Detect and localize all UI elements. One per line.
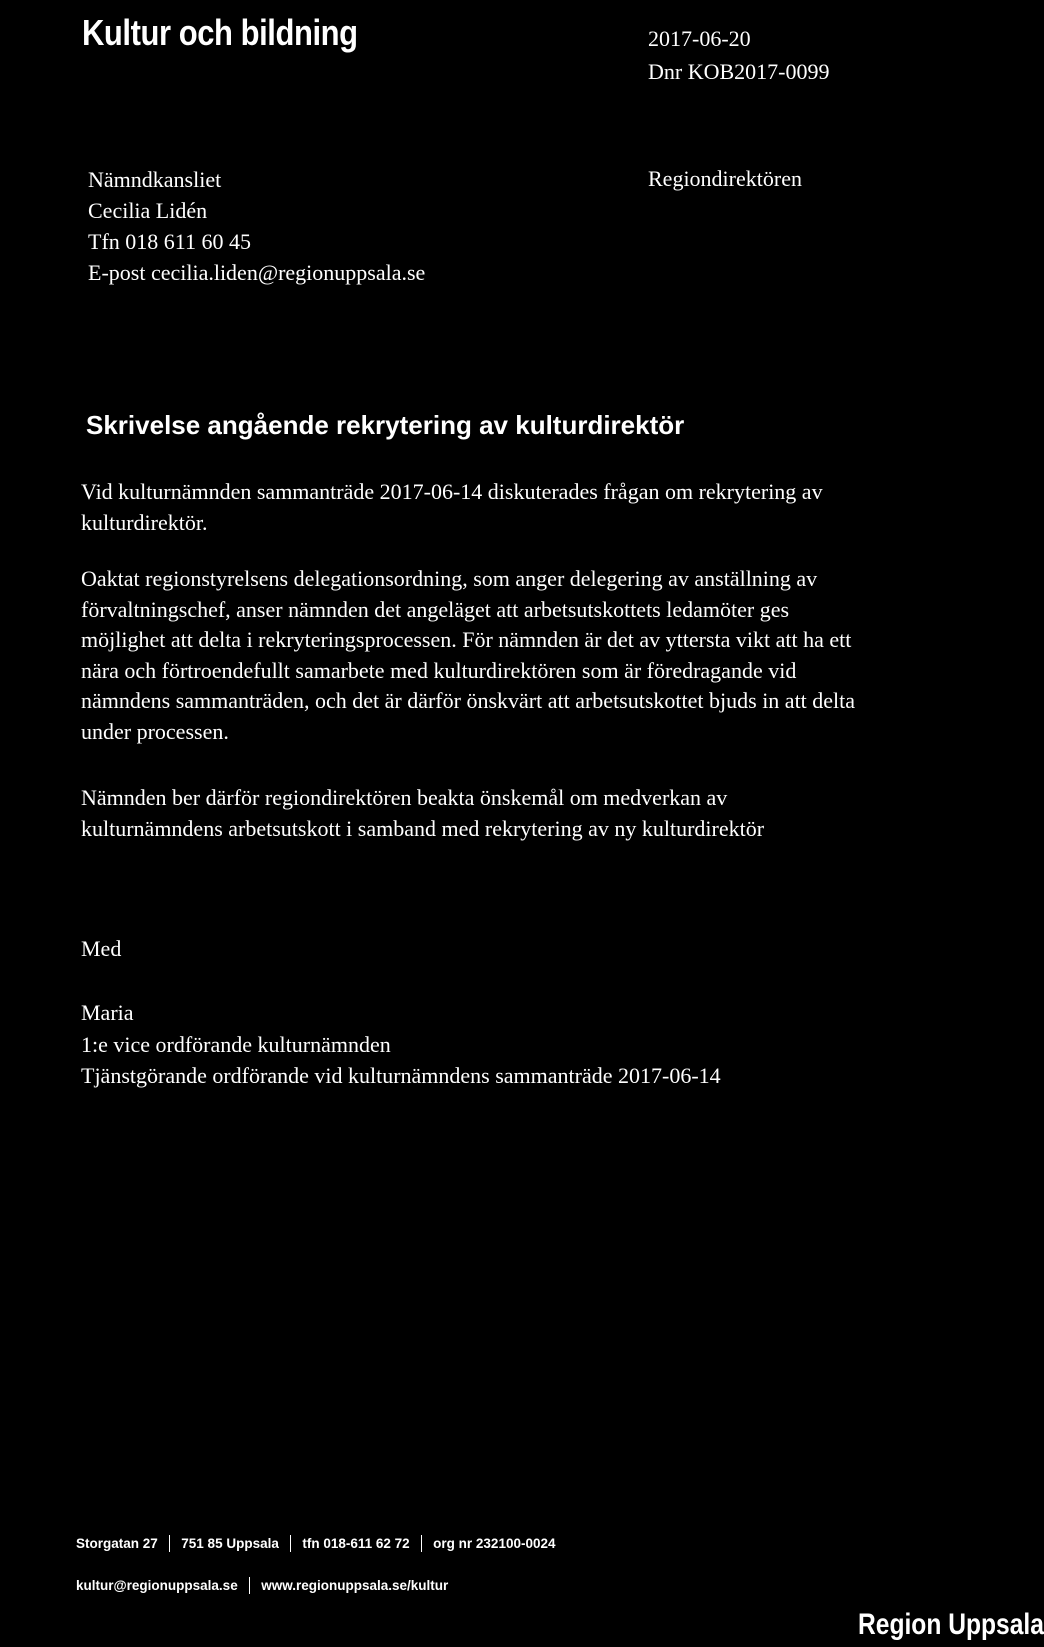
signatory-name: Maria (81, 1000, 134, 1025)
document-heading: Skrivelse angående rekrytering av kulturdirektör (86, 410, 685, 440)
footer-separator (169, 1535, 171, 1552)
signatory-role-2: Tjänstgörande ordförande vid kulturnämndens sammanträde 2017-06-14 (81, 1063, 721, 1088)
paragraph-line: förvaltningschef, anser nämnden det angeläget att arbetsutskottets ledamöter ges (81, 596, 790, 622)
sender-email: E-post cecilia.liden@regionuppsala.se (88, 260, 426, 285)
sender-phone: Tfn 018 611 60 45 (88, 229, 251, 254)
closing: Med (81, 936, 122, 961)
paragraph-line: under processen. (81, 718, 229, 744)
paragraph-line: Vid kulturnämnden sammanträde 2017-06-14 diskuterades frågan om rekrytering av (81, 479, 823, 504)
footer-phone: tfn 018-611 62 72 (302, 1536, 410, 1552)
document-date: 2017-06-20 (648, 26, 751, 51)
region-logo-text: Region Uppsala (858, 1608, 1044, 1641)
signature-block (81, 997, 721, 1092)
footer-org-nr: org nr 232100-0024 (433, 1536, 556, 1552)
paragraph-line: kulturdirektör. (81, 509, 208, 535)
footer-website: www.regionuppsala.se/kultur (261, 1578, 449, 1594)
paragraph-line: Nämnden ber därför regiondirektören beakta önskemål om medverkan av (81, 785, 728, 810)
body-paragraph-3 (81, 783, 1021, 844)
paragraph-line: nämndens sammanträden, och det är därför önskvärt att arbetsutskottet bjuds in att delta (81, 688, 856, 713)
organization-title: Kultur och bildning (82, 12, 358, 53)
sender-block (88, 164, 425, 288)
footer-postal: 751 85 Uppsala (181, 1536, 279, 1552)
footer-separator (421, 1535, 423, 1552)
footer-web-line (76, 1578, 448, 1595)
paragraph-line: nära och förtroendefullt samarbete med kulturdirektören som är föredragande vid (81, 657, 797, 683)
footer-separator (290, 1535, 292, 1552)
body-paragraph-2 (81, 564, 1021, 747)
footer-contact-line (76, 1536, 556, 1553)
signatory-role: 1:e vice ordförande kulturnämnden (81, 1031, 391, 1057)
paragraph-line: Oaktat regionstyrelsens delegationsordning, som anger delegering av anställning av (81, 566, 818, 591)
recipient: Regiondirektören (648, 166, 802, 191)
footer-email: kultur@regionuppsala.se (76, 1578, 238, 1594)
body-paragraph-1 (81, 477, 1021, 538)
paragraph-line: kulturnämndens arbetsutskott i samband med rekrytering av ny kulturdirektör (81, 815, 765, 841)
footer-address: Storgatan 27 (76, 1536, 158, 1552)
footer-separator (249, 1577, 251, 1594)
document-reference: Dnr KOB2017-0099 (648, 59, 830, 84)
sender-name: Cecilia Lidén (88, 198, 208, 223)
paragraph-line: möjlighet att delta i rekryteringsprocessen. För nämnden är det av yttersta vikt att ha ett (81, 627, 852, 652)
document-meta (648, 22, 830, 88)
sender-department: Nämndkansliet (88, 167, 222, 192)
